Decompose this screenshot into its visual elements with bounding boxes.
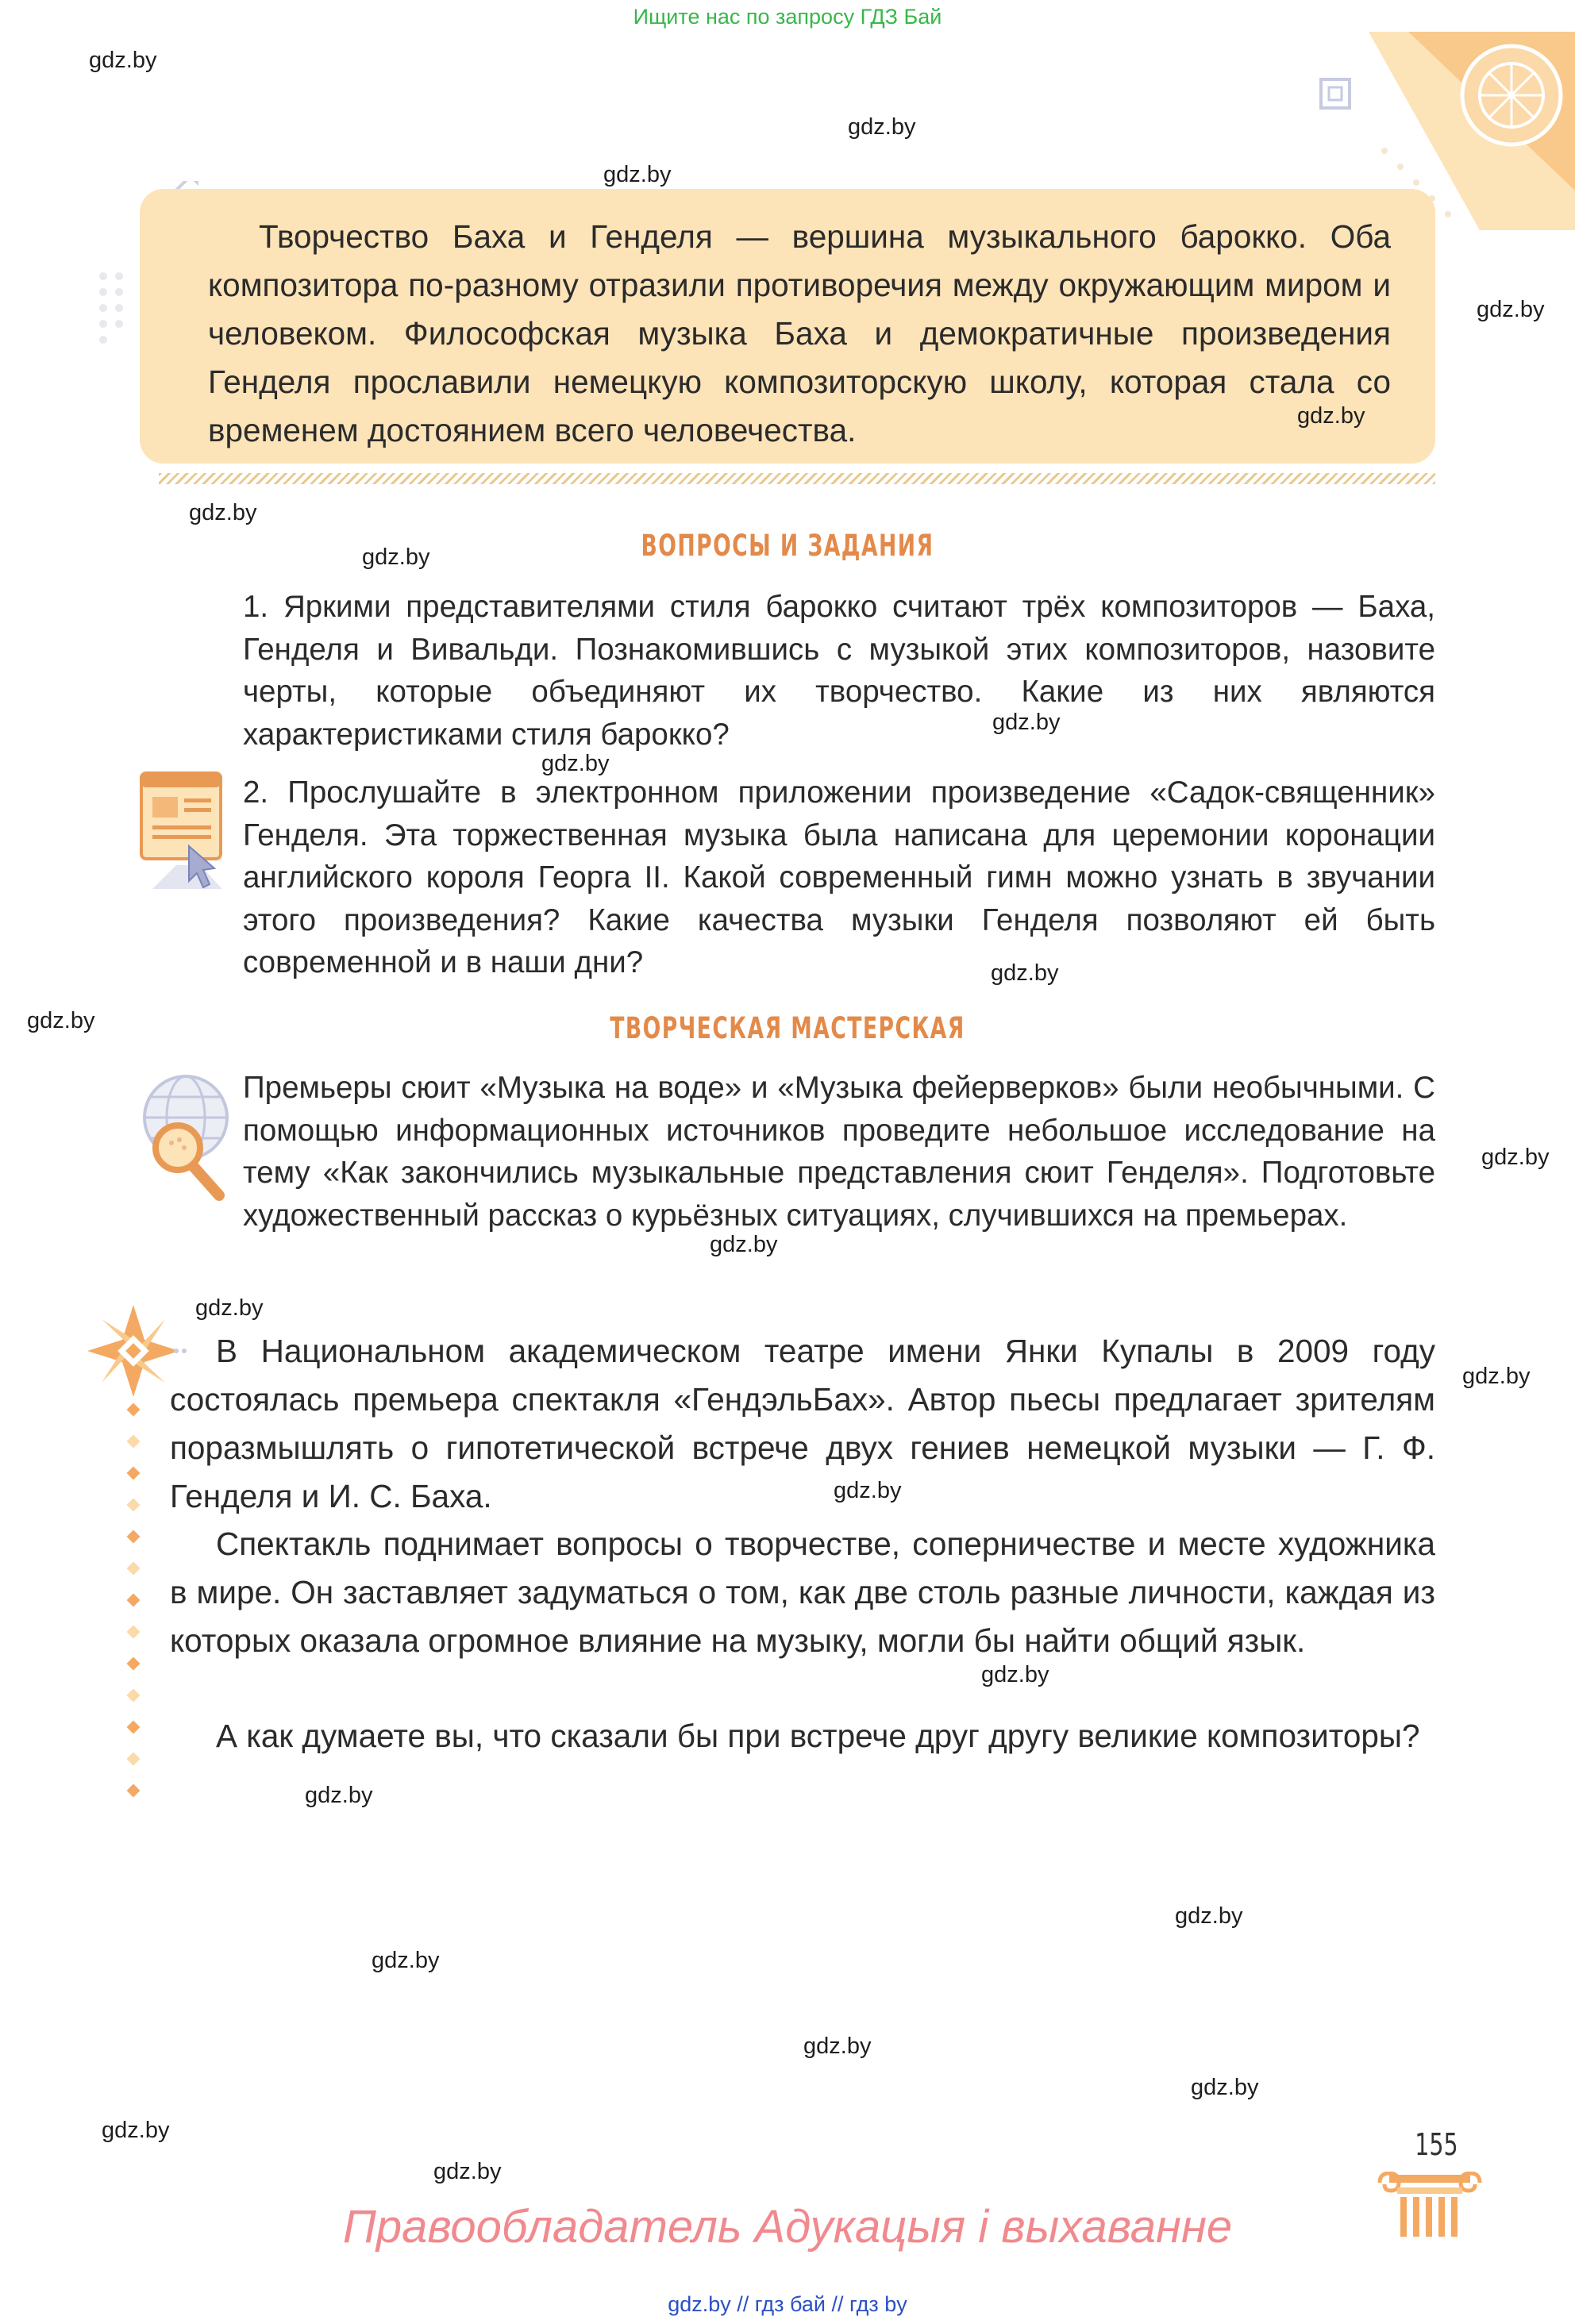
watermark: gdz.by (1481, 1145, 1550, 1170)
body-paragraph-3: А как думаете вы, что сказали бы при встрече друг другу великие композиторы? (216, 1718, 1420, 1754)
watermark: gdz.by (1191, 2075, 1259, 2100)
watermark: gdz.by (991, 960, 1059, 986)
rights-holder-text: Правообладатель Адукацыя і выхаванне (342, 2201, 1233, 2253)
summary-box (140, 189, 1435, 464)
workshop-text: Премьеры сюит «Музыка на воде» и «Музыка фейерверков» были необычными. С помощью информационных источников проведите небольшое исследование на тему «Как закончились музыкальные представления сюит Генделя». Подготовьте художественный рассказ о курьёзных ситуациях, случившихся на премьерах. (243, 1071, 1435, 1233)
watermark: gdz.by (89, 48, 157, 73)
question-1: 1. Яркими представителями стиля барокко считают трёх композиторов — Баха, Генделя и Вивальди. Познакомившись с музыкой этих композиторов, назовите черты, которые объединяют их творчество. Какие из них являются характеристиками стиля барокко? (243, 590, 1435, 752)
watermark: gdz.by (981, 1662, 1049, 1687)
question-2: 2. Прослушайте в электронном приложении произведение «Садок-священник» Генделя. Эта торжественная музыка была написана для церемонии коронации английского короля Георга II. Какой современный гимн можно узнать в звучании этого произведения? Какие качества музыки Генделя позволяют ей быть современной и в наши дни? (243, 775, 1435, 979)
watermark: gdz.by (848, 114, 916, 140)
watermark: gdz.by (27, 1008, 95, 1033)
page-number: 155 (1415, 2127, 1458, 2162)
watermark: gdz.by (834, 1478, 902, 1503)
browser-cursor-icon (137, 770, 232, 905)
watermark: gdz.by (372, 1948, 440, 1973)
watermark: gdz.by (1477, 297, 1545, 322)
body-paragraph-2: Спектакль поднимает вопросы о творчестве, соперничестве и месте художника в мире. Он заставляет задуматься о том, как две столь разные личности, каждая из которых оказала огромное влияние на музыку, могли бы найти общий язык. (170, 1526, 1435, 1659)
watermark: gdz.by (1175, 1903, 1243, 1929)
watermark: gdz.by (189, 500, 257, 525)
watermark: gdz.by (305, 1783, 373, 1808)
summary-text: Творчество Баха и Генделя — вершина музыкального барокко. Оба композитора по-разному отразили противоречия между окружающим миром и человеком. Философская музыка Баха и демократичные произведения Генделя прославили немецкую композиторскую школу, которая стала со временем достоянием всего человечества. (208, 218, 1391, 448)
footer-links[interactable]: gdz.by // гдз бай // гдз by (668, 2292, 907, 2316)
watermark: gdz.by (710, 1232, 778, 1257)
watermark: gdz.by (195, 1295, 264, 1321)
globe-search-icon (137, 1068, 232, 1227)
body-paragraph-1: В Национальном академическом театре имени Янки Купалы в 2009 году состоялась премьера спектакля «ГендэльБах». Автор пьесы предлагает зрителям поразмышлять о гипотетической встрече двух гениев немецкой музыки — Г. Ф. Генделя и И. С. Баха. (170, 1333, 1435, 1514)
summary-divider (159, 473, 1435, 484)
watermark: gdz.by (433, 2159, 502, 2184)
watermark: gdz.by (1462, 1364, 1531, 1389)
watermark: gdz.by (1297, 403, 1365, 429)
questions-heading: ВОПРОСЫ И ЗАДАНИЯ (641, 529, 934, 563)
watermark: gdz.by (362, 544, 430, 570)
watermark: gdz.by (992, 710, 1061, 735)
top-banner[interactable]: Ищите нас по запросу ГДЗ Бай (633, 5, 942, 29)
watermark: gdz.by (803, 2034, 872, 2059)
watermark: gdz.by (541, 751, 610, 776)
watermark: gdz.by (102, 2118, 170, 2143)
watermark: gdz.by (603, 162, 672, 187)
workshop-heading: ТВОРЧЕСКАЯ МАСТЕРСКАЯ (610, 1011, 965, 1045)
